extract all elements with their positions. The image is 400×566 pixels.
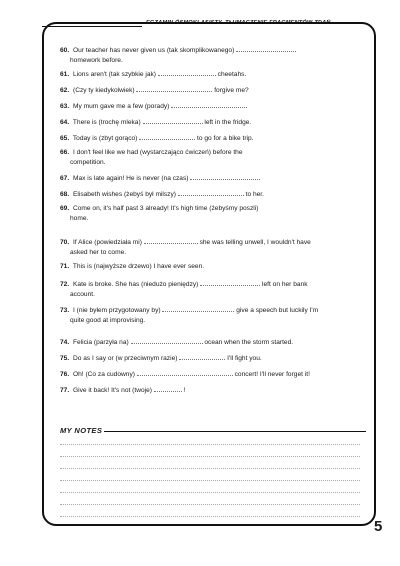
note-line: [60, 468, 360, 469]
exercise-item: [60, 116, 360, 128]
page-number: 5: [374, 518, 383, 535]
exercise-text: Felicia (parzyła na): [71, 339, 131, 346]
exercise-number: 75.: [60, 355, 70, 362]
exercise-item: [60, 100, 360, 112]
answer-blank[interactable]: [143, 116, 203, 124]
exercise-text-after: to go for a bike trip.: [195, 135, 254, 142]
exercise-text: I don't feel like we had (wystarczająco ćwiczeń): [71, 149, 213, 156]
exercise-number: 65.: [60, 135, 70, 142]
exercise-item: [60, 132, 360, 144]
exercise-item: [60, 384, 360, 396]
exercise-text-continued: competition.: [70, 159, 106, 166]
answer-blank[interactable]: [171, 100, 247, 108]
exercise-number: 68.: [60, 191, 70, 198]
exercise-item: [60, 44, 360, 66]
exercise-item: [60, 236, 360, 258]
exercise-number: 72.: [60, 281, 70, 288]
exercise-text: There is (trochę mleka): [71, 119, 143, 126]
exercise-text: (Czy ty kiedykolwiek): [71, 87, 137, 94]
exercise-number: 66.: [60, 149, 70, 156]
exercise-text-after: ocean when the storm started.: [202, 339, 294, 346]
exercise-number: 61.: [60, 71, 70, 78]
notes-title: MY NOTES: [60, 426, 103, 435]
exercise-item: [60, 188, 360, 200]
answer-blank[interactable]: [236, 44, 296, 52]
exercise-number: 70.: [60, 239, 70, 246]
note-line: [60, 504, 360, 505]
exercise-text-continued: account.: [70, 291, 95, 298]
exercise-text-after: left on her bank: [260, 281, 308, 288]
exercise-item: [60, 368, 360, 380]
note-line: [60, 444, 360, 445]
exercise-number: 71.: [60, 263, 70, 270]
exercise-text-after: she was telling unwell, I wouldn't have: [197, 239, 311, 246]
answer-blank[interactable]: [136, 84, 212, 92]
exercise-text: Lions aren't (tak szybkie jak): [71, 71, 158, 78]
exercise-number: 64.: [60, 119, 70, 126]
note-line: [60, 456, 360, 457]
header-rule: [42, 26, 142, 27]
exercise-number: 76.: [60, 371, 70, 378]
exercise-number: 62.: [60, 87, 70, 94]
exercise-text-continued: home.: [70, 215, 89, 222]
exercise-text-continued: homework before.: [70, 57, 123, 64]
exercise-number: 67.: [60, 175, 70, 182]
exercise-text: If Alice (powiedziała mi): [71, 239, 144, 246]
answer-blank[interactable]: [131, 336, 203, 344]
exercise-text: Kate is broke. She has (niedużo pieniędzy): [71, 281, 201, 288]
exercise-text: Max is late again! He is never (na czas): [71, 175, 191, 182]
answer-blank[interactable]: [158, 68, 216, 76]
answer-blank[interactable]: [162, 304, 234, 312]
exercise-item: [60, 68, 360, 80]
exercise-text-continued: asked her to come.: [70, 249, 127, 256]
exercise-text: My mum gave me a few (porady): [71, 103, 172, 110]
exercise-item: [60, 204, 360, 224]
exercise-text: Our teacher has never given us (tak skomplikowanego): [71, 47, 237, 54]
exercise-text-continued: quite good at improvising.: [70, 317, 146, 324]
answer-blank[interactable]: [137, 368, 233, 376]
exercise-item: [60, 278, 360, 300]
exercise-number: 74.: [60, 339, 70, 346]
exercise-item: [60, 262, 360, 272]
exercise-item: [60, 84, 360, 96]
exercise-text-after: give a speech but luckily I'm: [234, 307, 319, 314]
note-line: [60, 516, 360, 517]
page-frame: [42, 22, 376, 526]
exercise-number: 73.: [60, 307, 70, 314]
exercise-text: Give it back! It's not (twoje): [71, 387, 154, 394]
exercise-text-after: I have ever seen.: [153, 263, 205, 270]
exercise-number: 77.: [60, 387, 70, 394]
answer-blank[interactable]: [178, 188, 244, 196]
note-line: [60, 480, 360, 481]
exercise-text: This is (najwyższe drzewo): [71, 263, 154, 270]
notes-rule: [104, 431, 366, 432]
exercise-text: I (nie byłem przygotowany by): [71, 307, 163, 314]
header-title: EGZAMIN ÓSMOKLASISTY. TŁUMACZENIE FRAGMENTÓW ZDAŃ: [146, 20, 331, 26]
exercise-item: [60, 172, 360, 184]
exercise-text: Oh! (Co za cudowny): [71, 371, 137, 378]
answer-blank[interactable]: [144, 236, 198, 244]
exercise-item: [60, 336, 360, 348]
exercise-text-after: cheetahs.: [215, 71, 247, 78]
exercise-text: Today is (zbyt gorąco): [71, 135, 140, 142]
exercise-text-after: !: [181, 387, 186, 394]
answer-blank[interactable]: [190, 172, 260, 180]
exercise-number: 63.: [60, 103, 70, 110]
exercise-text: Do as I say or (w przeciwnym razie): [71, 355, 180, 362]
exercise-item: [60, 304, 360, 326]
exercise-text-after: before the: [212, 149, 243, 156]
exercise-text-after: I'll fight you.: [225, 355, 262, 362]
note-line: [60, 492, 360, 493]
answer-blank[interactable]: [200, 278, 260, 286]
exercise-text-after: left in the fridge.: [202, 119, 252, 126]
exercise-item: [60, 148, 360, 168]
answer-blank[interactable]: [179, 352, 225, 360]
answer-blank[interactable]: [139, 132, 195, 140]
exercise-number: 60.: [60, 47, 70, 54]
exercise-text: Come on, it's half past 3 already! It's high time (żebyśmy poszli): [71, 205, 259, 212]
exercise-text: Elisabeth wishes (żebyś był milszy): [71, 191, 178, 198]
exercise-text-after: forgive me?: [212, 87, 249, 94]
exercise-number: 69.: [60, 205, 70, 212]
exercise-item: [60, 352, 360, 364]
exercise-text-after: concert! I'll never forget it!: [232, 371, 310, 378]
exercise-text-after: to her.: [243, 191, 264, 198]
answer-blank[interactable]: [154, 384, 182, 392]
